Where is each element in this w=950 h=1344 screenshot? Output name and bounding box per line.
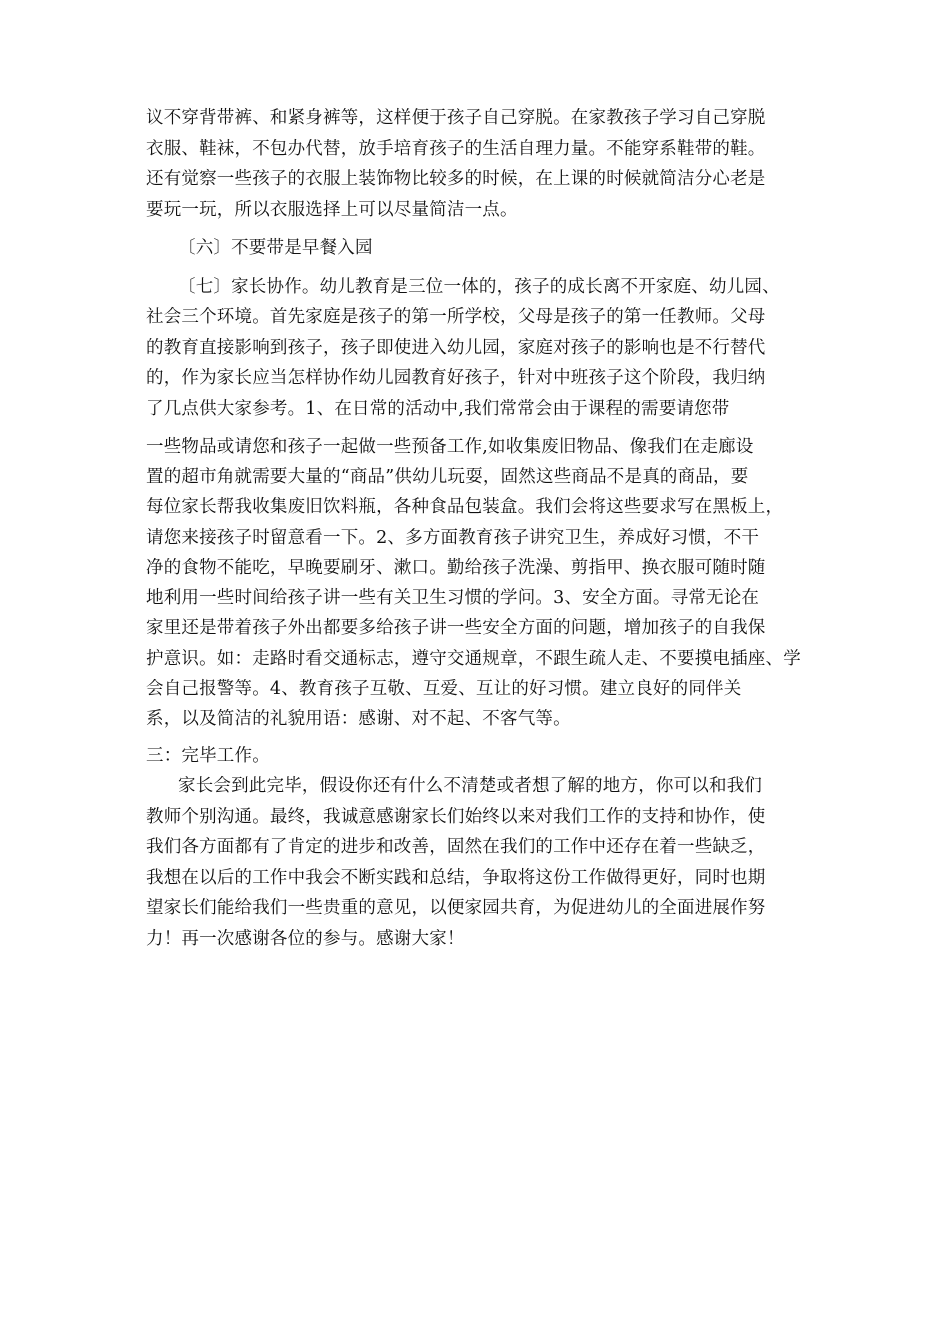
section-heading: 〔七〕家长协作。幼儿教育是三位一体的，孩子的成长离不开家庭、幼儿园、 <box>178 277 780 297</box>
text-line: 家里还是带着孩子外出都要多给孩子讲一些安全方面的问题，增加孩子的自我保 <box>146 618 766 638</box>
text-line: 系，以及简洁的礼貌用语：感谢、对不起、不客气等。 <box>146 709 571 729</box>
text-line: 护意识。如：走路时看交通标志，遵守交通规章，不跟生疏人走、不要摸电插座、学 <box>146 649 801 669</box>
text-line: 请您来接孩子时留意看一下。2、多方面教育孩子讲究卫生，养成好习惯，不干 <box>146 528 760 548</box>
text-line: 要玩一玩，所以衣服选择上可以尽量简洁一点。 <box>146 200 518 220</box>
text-line: 衣服、鞋袜，不包办代替，放手培育孩子的生活自理力量。不能穿系鞋带的鞋。 <box>146 139 766 159</box>
text-line: 我想在以后的工作中我会不断实践和总结，争取将这份工作做得更好，同时也期 <box>146 868 766 888</box>
text-line: 地利用一些时间给孩子讲一些有关卫生习惯的学问。3、安全方面。寻常无论在 <box>146 588 760 608</box>
text-line: 社会三个环境。首先家庭是孩子的第一所学校，父母是孩子的第一任教师。父母 <box>146 307 766 327</box>
text-line: 还有觉察一些孩子的衣服上装饰物比较多的时候，在上课的时候就简洁分心老是 <box>146 169 766 189</box>
text-line: 了几点供大家参考。1、在日常的活动中,我们常常会由于课程的需要请您带 <box>146 399 730 419</box>
text-line: 的，作为家长应当怎样协作幼儿园教育好孩子，针对中班孩子这个阶段，我归纳 <box>146 368 766 388</box>
section-heading: 三：完毕工作。 <box>146 746 270 766</box>
text-line: 一些物品或请您和孩子一起做一些预备工作,如收集废旧物品、像我们在走廊设 <box>146 437 754 457</box>
text-line: 的教育直接影响到孩子，孩子即使进入幼儿园，家庭对孩子的影响也是不行替代 <box>146 338 766 358</box>
text-line: 我们各方面都有了肯定的进步和改善，固然在我们的工作中还存在着一些缺乏， <box>146 837 766 857</box>
text-line: 置的超市角就需要大量的“商品”供幼儿玩耍，固然这些商品不是真的商品，要 <box>146 467 749 487</box>
text-line: 教师个别沟通。最终，我诚意感谢家长们始终以来对我们工作的支持和协作，使 <box>146 807 766 827</box>
text-line: 望家长们能给我们一些贵重的意见，以便家园共育，为促进幼儿的全面进展作努 <box>146 898 766 918</box>
text-line: 力！再一次感谢各位的参与。感谢大家！ <box>146 929 465 949</box>
text-line: 会自己报警等。4、教育孩子互敬、互爱、互让的好习惯。建立良好的同伴关 <box>146 679 742 699</box>
text-line: 每位家长帮我收集废旧饮料瓶，各种食品包装盒。我们会将这些要求写在黑板上， <box>146 497 784 517</box>
text-line: 净的食物不能吃，早晚要刷牙、漱口。勤给孩子洗澡、剪指甲、换衣服可随时随 <box>146 558 766 578</box>
section-heading: 〔六〕不要带是早餐入园 <box>178 238 373 258</box>
text-line: 议不穿背带裤、和紧身裤等，这样便于孩子自己穿脱。在家教孩子学习自己穿脱 <box>146 108 766 128</box>
text-line: 家长会到此完毕，假设你还有什么不清楚或者想了解的地方，你可以和我们 <box>178 776 763 796</box>
